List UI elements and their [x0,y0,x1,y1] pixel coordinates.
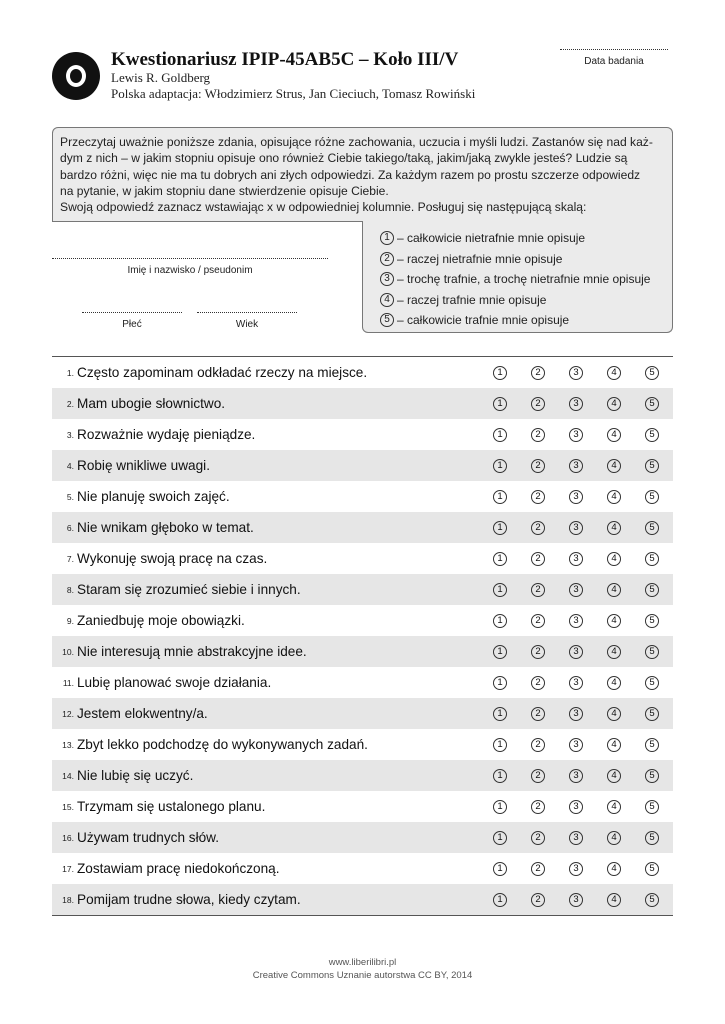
answer-option-5[interactable]: 5 [645,800,659,814]
answer-option-4[interactable]: 4 [607,583,621,597]
answer-option-5[interactable]: 5 [645,583,659,597]
answer-option-3[interactable]: 3 [569,397,583,411]
answer-option-1[interactable]: 1 [493,552,507,566]
sex-field-label: Płeć [122,319,142,330]
answer-option-5[interactable]: 5 [645,769,659,783]
item-statement: Nie interesują mnie abstrakcyjne idee. [77,644,307,659]
item-answer-options [493,822,683,853]
item-row [52,822,673,853]
item-answer-options [493,636,683,667]
answer-option-5[interactable]: 5 [645,397,659,411]
answer-option-4[interactable]: 4 [607,707,621,721]
item-answer-options [493,574,683,605]
answer-option-1[interactable]: 1 [493,831,507,845]
answer-option-2[interactable]: 2 [531,862,545,876]
item-number: 18. [62,894,74,905]
answer-option-5[interactable]: 5 [645,831,659,845]
date-field-label: Data badania [584,56,644,67]
answer-option-3[interactable]: 3 [569,676,583,690]
answer-option-4[interactable]: 4 [607,645,621,659]
item-row [52,605,673,636]
answer-option-2[interactable]: 2 [531,490,545,504]
answer-option-5[interactable]: 5 [645,459,659,473]
answer-option-5[interactable]: 5 [645,614,659,628]
answer-option-4[interactable]: 4 [607,397,621,411]
answer-option-3[interactable]: 3 [569,800,583,814]
adaptation-credits: Polska adaptacja: Włodzimierz Strus, Jan Cieciuch, Tomasz Rowiński [111,86,476,101]
answer-option-4[interactable]: 4 [607,614,621,628]
item-statement: Lubię planować swoje działania. [77,675,272,690]
item-row [52,574,673,605]
scale-item [380,228,650,249]
item-number: 7. [66,553,74,564]
answer-option-1[interactable]: 1 [493,428,507,442]
instructions-box-bottom-edge [52,221,363,222]
item-answer-options [493,729,683,760]
age-field-line[interactable] [197,312,297,313]
items-table [52,357,673,915]
answer-option-2[interactable]: 2 [531,738,545,752]
instructions-line: dym z nich – w jakim stopniu opisuje ono również Ciebie takiego/taką, jakim/jaką zwykle jesteś? Ludzie są [60,151,628,166]
item-number: 6. [66,522,74,533]
scale-item [380,249,650,270]
scale-number-badge: 2 [380,252,394,266]
answer-option-2[interactable]: 2 [531,366,545,380]
item-statement: Zbyt lekko podchodzę do wykonywanych zadań. [77,737,368,752]
footer-license: Creative Commons Uznanie autorstwa CC BY, 2014 [252,970,473,981]
item-row [52,512,673,543]
instructions-text [60,134,668,215]
sex-field-line[interactable] [82,312,182,313]
item-number: 11. [62,677,74,688]
answer-option-5[interactable]: 5 [645,428,659,442]
item-number: 9. [66,615,74,626]
answer-option-2[interactable]: 2 [531,893,545,907]
item-row [52,543,673,574]
item-answer-options [493,884,683,915]
answer-option-2[interactable]: 2 [531,459,545,473]
answer-option-5[interactable]: 5 [645,366,659,380]
instructions-line: bardzo różni, więc nie ma tu dobrych ani złych odpowiedzi. Za każdym razem po prostu szczerze odpowiedz [60,167,641,182]
item-row [52,636,673,667]
item-row [52,729,673,760]
answer-option-5[interactable]: 5 [645,490,659,504]
item-number: 4. [66,460,74,471]
page-title: Kwestionariusz IPIP-45AB5C – Koło III/V [111,49,459,70]
item-row [52,884,673,915]
answer-option-1[interactable]: 1 [493,769,507,783]
answer-option-4[interactable]: 4 [607,676,621,690]
item-statement: Nie planuję swoich zajęć. [77,489,230,504]
date-field-line[interactable] [560,49,668,50]
answer-option-1[interactable]: 1 [493,645,507,659]
instructions-line: na pytanie, w jakim stopniu dane stwierdzenie opisuje Ciebie. [60,183,389,198]
footer-website: www.liberilibri.pl [328,957,397,968]
instructions-line: Przeczytaj uważnie poniższe zdania, opisujące różne zachowania, uczucia i myśli ludzi. Zastanów się nad każ- [60,135,653,149]
answer-option-5[interactable]: 5 [645,893,659,907]
item-statement: Nie lubię się uczyć. [77,768,194,783]
answer-option-3[interactable]: 3 [569,459,583,473]
answer-option-2[interactable]: 2 [531,676,545,690]
name-field-label: Imię i nazwisko / pseudonim [127,265,253,276]
scale-item [380,290,650,311]
author: Lewis R. Goldberg [111,70,211,85]
answer-option-4[interactable]: 4 [607,366,621,380]
item-answer-options [493,512,683,543]
item-number: 12. [62,708,74,719]
answer-option-2[interactable]: 2 [531,769,545,783]
item-statement: Nie wnikam głęboko w temat. [77,520,254,535]
item-number: 15. [62,801,74,812]
answer-option-3[interactable]: 3 [569,893,583,907]
answer-option-1[interactable]: 1 [493,459,507,473]
item-statement: Zaniedbuję moje obowiązki. [77,613,245,628]
answer-option-1[interactable]: 1 [493,521,507,535]
scale-item [380,269,650,290]
answer-option-2[interactable]: 2 [531,552,545,566]
scale-label: – trochę trafnie, a trochę nietrafnie mnie opisuje [397,272,651,287]
answer-option-1[interactable]: 1 [493,366,507,380]
answer-option-3[interactable]: 3 [569,738,583,752]
scale-label: – raczej trafnie mnie opisuje [397,292,547,307]
answer-option-1[interactable]: 1 [493,738,507,752]
item-row [52,388,673,419]
item-row [52,667,673,698]
item-answer-options [493,450,683,481]
answer-option-2[interactable]: 2 [531,428,545,442]
scale-label: – całkowicie nietrafnie mnie opisuje [397,231,586,246]
answer-option-2[interactable]: 2 [531,583,545,597]
answer-option-5[interactable]: 5 [645,738,659,752]
item-number: 5. [66,491,74,502]
scale-label: – raczej nietrafnie mnie opisuje [397,251,563,266]
scale-legend [380,228,650,331]
answer-option-5[interactable]: 5 [645,862,659,876]
item-number: 1. [66,367,74,378]
answer-option-3[interactable]: 3 [569,831,583,845]
answer-option-4[interactable]: 4 [607,552,621,566]
answer-option-3[interactable]: 3 [569,707,583,721]
item-statement: Zostawiam pracę niedokończoną. [77,861,280,876]
item-statement: Często zapominam odkładać rzeczy na miejsce. [77,365,368,380]
item-number: 3. [66,429,74,440]
item-number: 13. [62,739,74,750]
item-answer-options [493,760,683,791]
item-row [52,698,673,729]
answer-option-1[interactable]: 1 [493,583,507,597]
scale-number-badge: 3 [380,272,394,286]
scale-number-badge: 1 [380,231,394,245]
answer-option-2[interactable]: 2 [531,614,545,628]
answer-option-5[interactable]: 5 [645,645,659,659]
item-answer-options [493,481,683,512]
item-number: 17. [62,863,74,874]
item-answer-options [493,419,683,450]
answer-option-4[interactable]: 4 [607,738,621,752]
answer-option-2[interactable]: 2 [531,707,545,721]
answer-option-2[interactable]: 2 [531,800,545,814]
item-answer-options [493,605,683,636]
item-answer-options [493,853,683,884]
answer-option-2[interactable]: 2 [531,645,545,659]
scale-label: – całkowicie trafnie mnie opisuje [397,313,570,328]
item-statement: Używam trudnych słów. [77,830,220,845]
answer-option-5[interactable]: 5 [645,676,659,690]
answer-option-4[interactable]: 4 [607,769,621,783]
item-statement: Pomijam trudne słowa, kiedy czytam. [77,892,301,907]
item-number: 10. [62,646,74,657]
item-statement: Jestem elokwentny/a. [77,706,208,721]
answer-option-1[interactable]: 1 [493,800,507,814]
answer-option-2[interactable]: 2 [531,831,545,845]
answer-option-1[interactable]: 1 [493,614,507,628]
scale-item [380,310,650,331]
item-statement: Wykonuję swoją pracę na czas. [77,551,268,566]
item-row [52,357,673,388]
item-answer-options [493,388,683,419]
item-row [52,481,673,512]
answer-option-5[interactable]: 5 [645,707,659,721]
answer-option-3[interactable]: 3 [569,862,583,876]
age-field-label: Wiek [235,319,259,330]
answer-option-4[interactable]: 4 [607,893,621,907]
items-bottom-rule [52,915,673,916]
answer-option-3[interactable]: 3 [569,769,583,783]
answer-option-2[interactable]: 2 [531,521,545,535]
item-number: 16. [62,832,74,843]
answer-option-4[interactable]: 4 [607,428,621,442]
answer-option-4[interactable]: 4 [607,490,621,504]
scale-number-badge: 5 [380,313,394,327]
questionnaire-logo [52,52,100,100]
item-row [52,450,673,481]
answer-option-4[interactable]: 4 [607,459,621,473]
answer-option-3[interactable]: 3 [569,366,583,380]
item-row [52,760,673,791]
item-statement: Trzymam się ustalonego planu. [77,799,266,814]
answer-option-2[interactable]: 2 [531,397,545,411]
item-row [52,419,673,450]
item-row [52,853,673,884]
answer-option-3[interactable]: 3 [569,428,583,442]
answer-option-3[interactable]: 3 [569,552,583,566]
answer-option-3[interactable]: 3 [569,490,583,504]
item-answer-options [493,698,683,729]
answer-option-3[interactable]: 3 [569,583,583,597]
answer-option-4[interactable]: 4 [607,800,621,814]
item-statement: Staram się zrozumieć siebie i innych. [77,582,301,597]
answer-option-5[interactable]: 5 [645,521,659,535]
answer-option-3[interactable]: 3 [569,645,583,659]
item-statement: Mam ubogie słownictwo. [77,396,226,411]
item-row [52,791,673,822]
answer-option-3[interactable]: 3 [569,614,583,628]
item-answer-options [493,357,683,388]
item-answer-options [493,791,683,822]
item-number: 8. [66,584,74,595]
answer-option-1[interactable]: 1 [493,707,507,721]
item-answer-options [493,543,683,574]
name-field-line[interactable] [52,258,328,259]
answer-option-3[interactable]: 3 [569,521,583,535]
instructions-line: Swoją odpowiedź zaznacz wstawiając x w odpowiedniej kolumnie. Posługuj się następującą skalą: [60,200,587,215]
item-answer-options [493,667,683,698]
answer-option-5[interactable]: 5 [645,552,659,566]
answer-option-4[interactable]: 4 [607,862,621,876]
item-number: 2. [66,398,74,409]
scale-number-badge: 4 [380,293,394,307]
answer-option-1[interactable]: 1 [493,397,507,411]
answer-option-4[interactable]: 4 [607,831,621,845]
answer-option-1[interactable]: 1 [493,490,507,504]
answer-option-1[interactable]: 1 [493,676,507,690]
item-statement: Robię wnikliwe uwagi. [77,458,210,473]
answer-option-1[interactable]: 1 [493,893,507,907]
answer-option-4[interactable]: 4 [607,521,621,535]
item-statement: Rozważnie wydaję pieniądze. [77,427,256,442]
answer-option-1[interactable]: 1 [493,862,507,876]
item-number: 14. [62,770,74,781]
